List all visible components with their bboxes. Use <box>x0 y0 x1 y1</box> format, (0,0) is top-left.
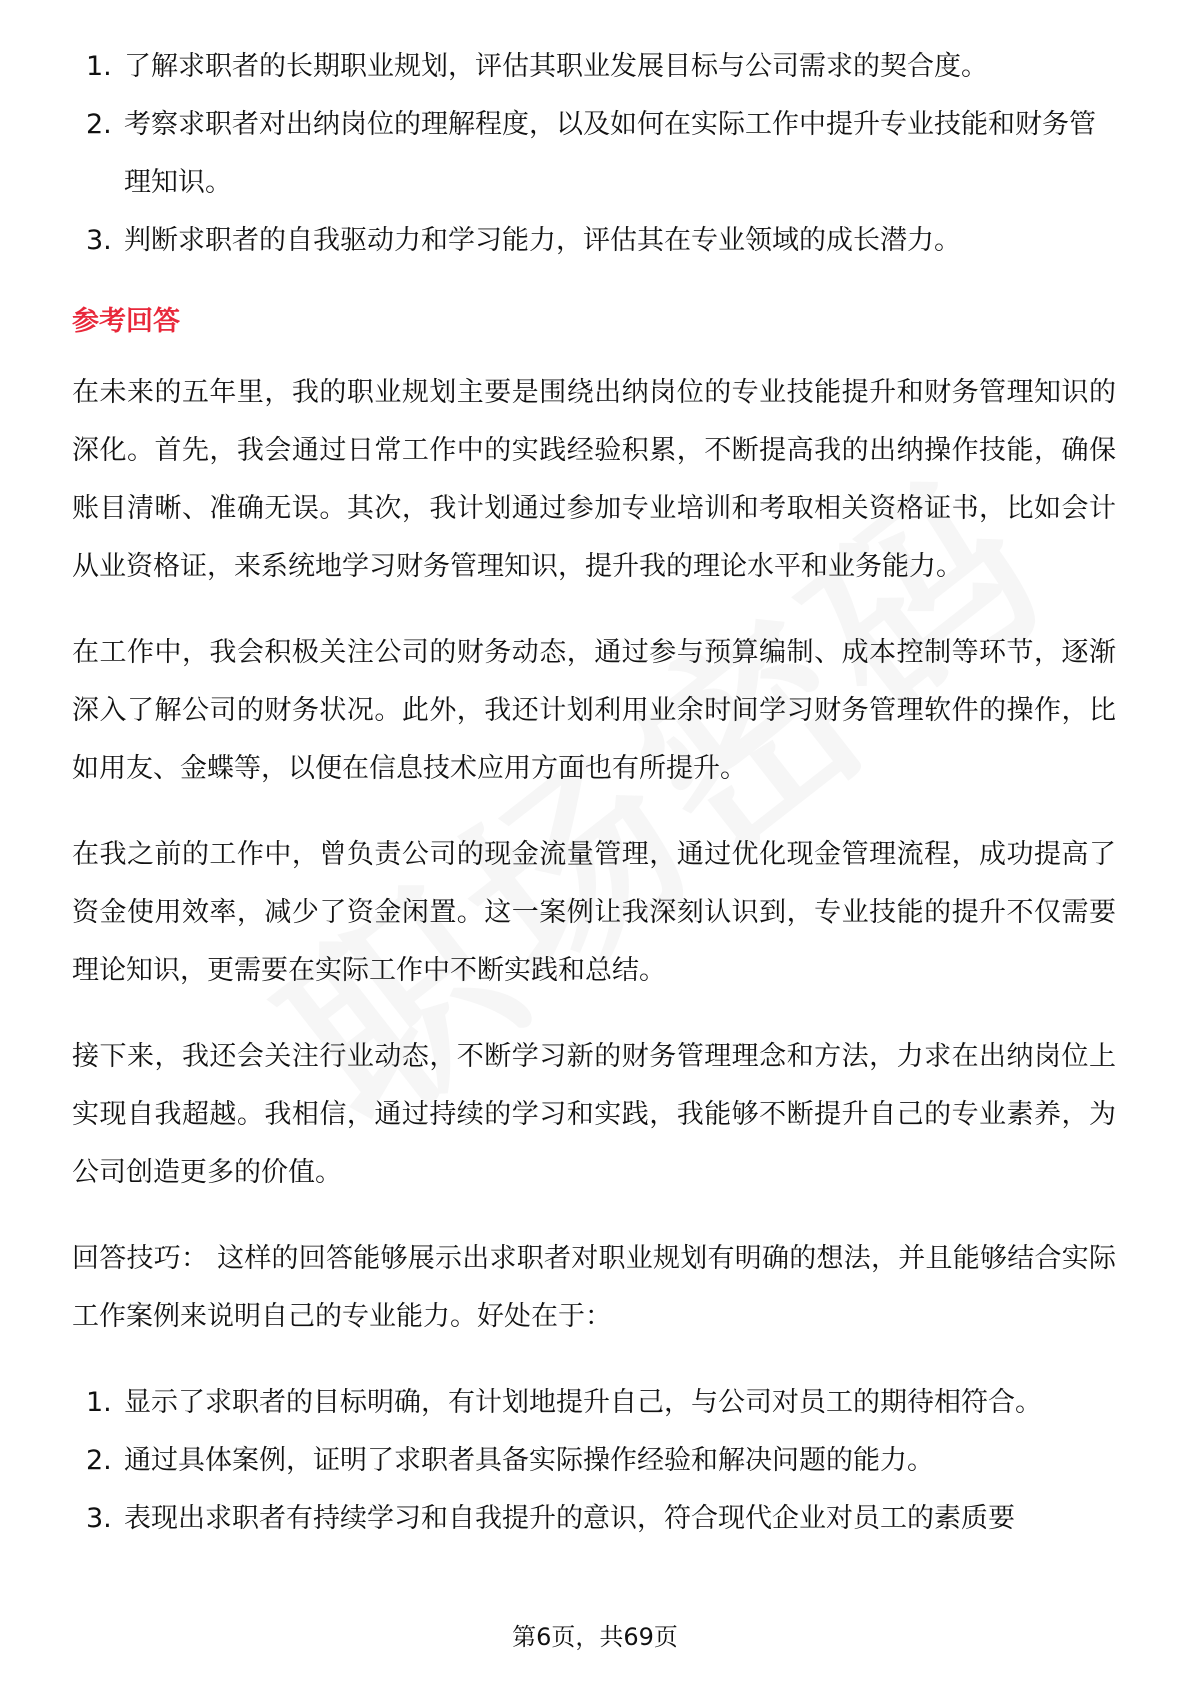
benefits-list <box>72 1374 1116 1548</box>
purpose-list <box>72 38 1116 270</box>
list-number: 3. <box>86 225 112 256</box>
answer-paragraph: 接下来，我还会关注行业动态，不断学习新的财务管理理念和方法，力求在出纳岗位上实现自我超越。我相信，通过持续的学习和实践，我能够不断提升自己的专业素养，为公司创造更多的价值。 <box>72 1041 1116 1188</box>
list-item <box>72 96 1116 212</box>
answer-paragraph: 在未来的五年里，我的职业规划主要是围绕出纳岗位的专业技能提升和财务管理知识的深化。首先，我会通过日常工作中的实践经验积累，不断提高我的出纳操作技能，确保账目清晰、准确无误。其次，我计划通过参加专业培训和考取相关资格证书，比如会计从业资格证，来系统地学习财务管理知识，提升我的理论水平和业务能力。 <box>72 377 1116 582</box>
list-item-text: 判断求职者的自我驱动力和学习能力，评估其在专业领域的成长潜力。 <box>124 225 961 256</box>
list-item <box>72 1432 1116 1490</box>
list-item-text: 通过具体案例，证明了求职者具备实际操作经验和解决问题的能力。 <box>124 1445 934 1476</box>
section-heading: 参考回答 <box>72 306 180 337</box>
list-item-text: 考察求职者对出纳岗位的理解程度，以及如何在实际工作中提升专业技能和财务管理知识。 <box>124 109 1096 198</box>
tips-paragraph: 回答技巧： 这样的回答能够展示出求职者对职业规划有明确的想法，并且能够结合实际工作案例来说明自己的专业能力。好处在于： <box>72 1243 1116 1332</box>
list-item-text: 显示了求职者的目标明确，有计划地提升自己，与公司对员工的期待相符合。 <box>124 1387 1042 1418</box>
list-number: 1. <box>86 51 112 82</box>
list-number: 2. <box>86 1445 112 1476</box>
list-item <box>72 1490 1116 1548</box>
list-item <box>72 1374 1116 1432</box>
answer-paragraph: 在工作中，我会积极关注公司的财务动态，通过参与预算编制、成本控制等环节，逐渐深入了解公司的财务状况。此外，我还计划利用业余时间学习财务管理软件的操作，比如用友、金蝶等，以便在信息技术应用方面也有所提升。 <box>72 637 1116 784</box>
list-item-text: 表现出求职者有持续学习和自我提升的意识，符合现代企业对员工的素质要 <box>124 1503 1015 1534</box>
list-item <box>72 38 1116 96</box>
list-item <box>72 212 1116 270</box>
list-number: 2. <box>86 109 112 140</box>
list-number: 1. <box>86 1387 112 1418</box>
page-number: 第6页，共69页 <box>512 1623 678 1651</box>
list-number: 3. <box>86 1503 112 1534</box>
answer-paragraph: 在我之前的工作中，曾负责公司的现金流量管理，通过优化现金管理流程，成功提高了资金使用效率，减少了资金闲置。这一案例让我深刻认识到，专业技能的提升不仅需要理论知识，更需要在实际工作中不断实践和总结。 <box>72 839 1116 986</box>
list-item-text: 了解求职者的长期职业规划，评估其职业发展目标与公司需求的契合度。 <box>124 51 988 82</box>
page-content <box>72 38 1116 1548</box>
